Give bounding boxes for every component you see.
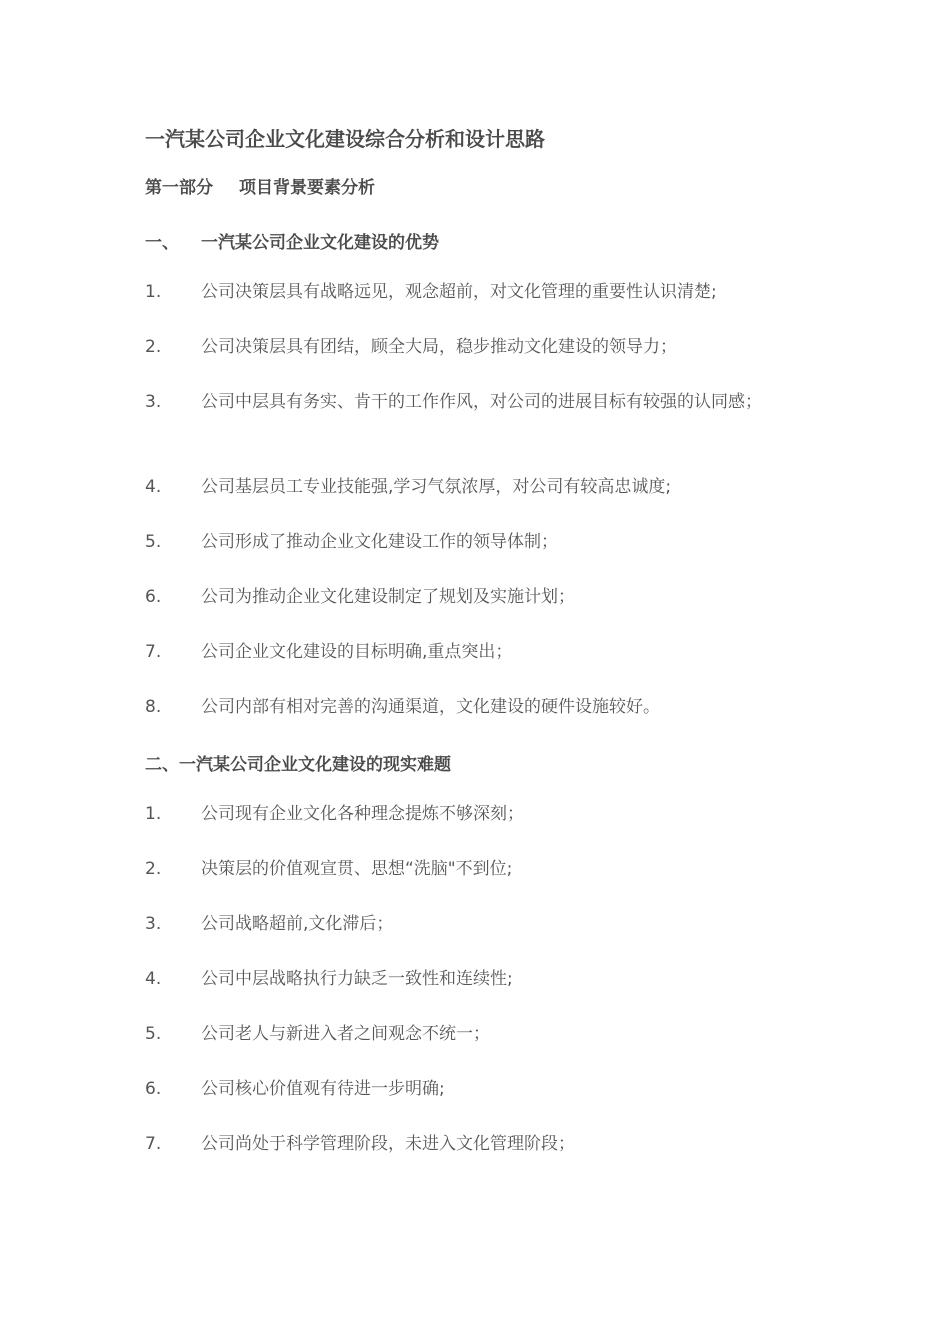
item-number: 1. <box>145 282 162 302</box>
list-item <box>145 798 805 830</box>
item-number: 4. <box>145 477 162 497</box>
item-text: 公司基层员工专业技能强,学习气氛浓厚，对公司有较高忠诚度; <box>201 477 672 497</box>
item-number: 3. <box>145 914 162 934</box>
item-text: 公司现有企业文化各种理念提炼不够深刻； <box>201 804 524 824</box>
item-number: 6. <box>145 1079 162 1099</box>
item-text: 公司为推动企业文化建设制定了规划及实施计划； <box>201 587 575 607</box>
section-number: 一、 <box>145 233 179 253</box>
list-item <box>145 691 805 723</box>
part-title: 项目背景要素分析 <box>239 178 375 198</box>
item-number: 2. <box>145 337 162 357</box>
part-label: 第一部分 <box>145 178 213 198</box>
item-text: 公司内部有相对完善的沟通渠道，文化建设的硬件设施较好。 <box>201 697 660 717</box>
item-number: 7. <box>145 1134 162 1154</box>
item-text: 决策层的价值观宣贯、思想“洗脑"不到位; <box>201 859 513 879</box>
item-text: 公司核心价值观有待进一步明确; <box>201 1079 445 1099</box>
item-number: 5. <box>145 532 162 552</box>
section-title: 一汽某公司企业文化建设的优势 <box>201 233 439 253</box>
item-text: 公司尚处于科学管理阶段，未进入文化管理阶段； <box>201 1134 575 1154</box>
section-heading-problems: 二、一汽某公司企业文化建设的现实难题 <box>145 755 451 775</box>
list-item <box>145 276 805 308</box>
list-item <box>145 386 805 418</box>
item-text: 公司中层具有务实、肯干的工作作风，对公司的进展目标有较强的认同感； <box>201 392 762 412</box>
item-number: 1. <box>145 804 162 824</box>
list-item <box>145 1018 805 1050</box>
document-title: 一汽某公司企业文化建设综合分析和设计思路 <box>145 127 545 151</box>
part-heading <box>145 173 375 198</box>
item-number: 4. <box>145 969 162 989</box>
list-item <box>145 1128 805 1160</box>
list-item <box>145 526 805 558</box>
list-item <box>145 908 805 940</box>
item-text: 公司战略超前,文化滞后； <box>201 914 394 934</box>
item-number: 5. <box>145 1024 162 1044</box>
list-item <box>145 1073 805 1105</box>
item-text: 公司决策层具有战略远见，观念超前，对文化管理的重要性认识清楚; <box>201 282 717 302</box>
item-text: 公司中层战略执行力缺乏一致性和连续性; <box>201 969 513 989</box>
list-item <box>145 853 805 885</box>
item-number: 3. <box>145 392 162 412</box>
list-item <box>145 963 805 995</box>
item-text: 公司企业文化建设的目标明确,重点突出； <box>201 642 513 662</box>
list-item <box>145 636 805 668</box>
list-item <box>145 331 805 363</box>
item-text: 公司决策层具有团结，顾全大局，稳步推动文化建设的领导力； <box>201 337 677 357</box>
item-number: 7. <box>145 642 162 662</box>
list-item <box>145 581 805 613</box>
item-number: 6. <box>145 587 162 607</box>
section-heading-advantages <box>145 228 439 253</box>
list-item <box>145 471 805 503</box>
item-number: 8. <box>145 697 162 717</box>
item-number: 2. <box>145 859 162 879</box>
item-text: 公司形成了推动企业文化建设工作的领导体制； <box>201 532 558 552</box>
item-text: 公司老人与新进入者之间观念不统一； <box>201 1024 490 1044</box>
